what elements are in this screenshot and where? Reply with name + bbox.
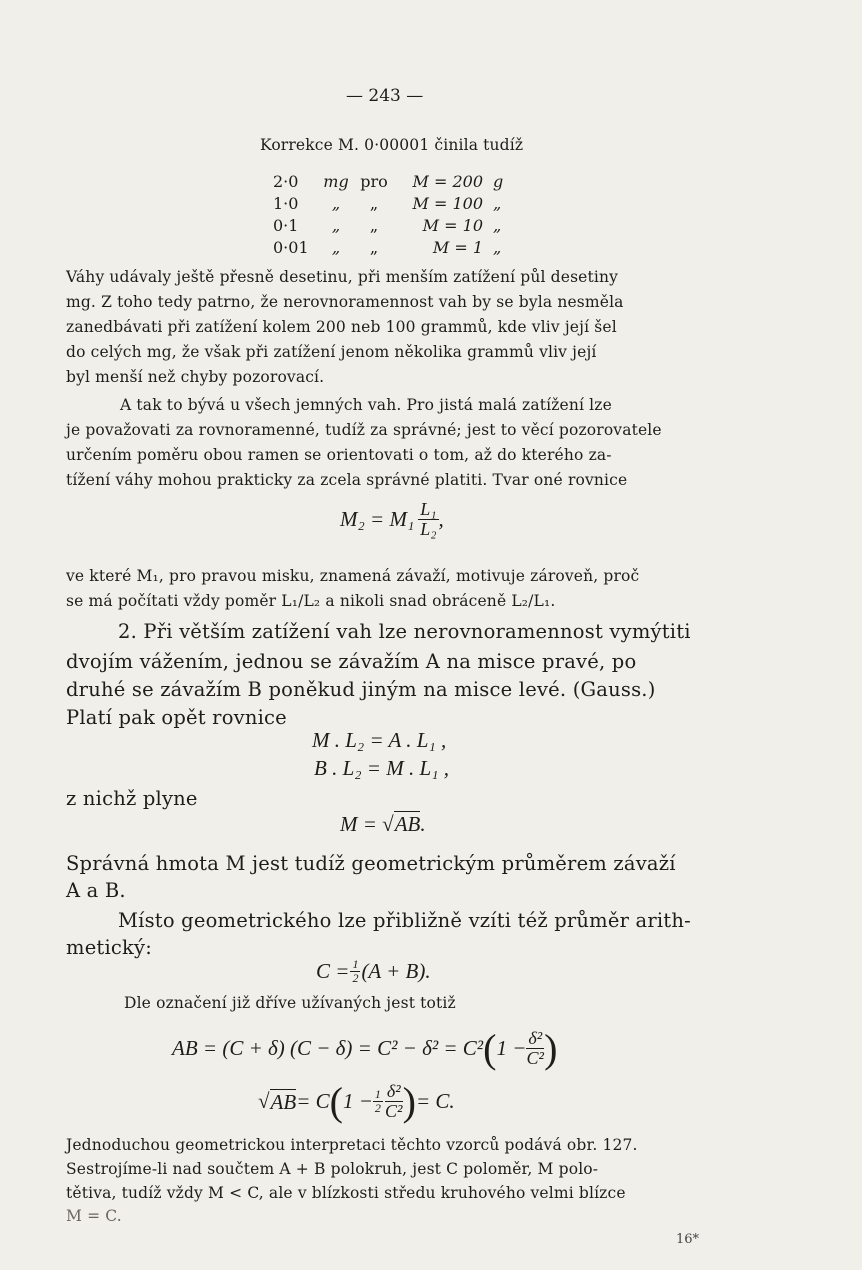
text-line: z nichž plyne [66,787,198,810]
mass-table-row [268,236,518,258]
mass-table-cell: „ [331,193,341,213]
text-line: A a B. [66,879,126,902]
text-line: Korrekce M. 0·00001 činila tudíž [260,136,524,154]
mass-table-cell: M = 10 [422,215,483,235]
text-line: Sestrojíme-li nad součtem A + B polokruh, jest C poloměr, M polo- [66,1160,599,1178]
text-line: Platí pak opět rovnice [66,706,287,729]
text-line: Správná hmota M jest tudíž geometrickým průměrem závaží [66,852,676,875]
mass-table-cell: 0·01 [273,237,309,257]
mass-table-cell: „ [369,215,379,235]
text-line: byl menší než chyby pozorovací. [66,368,325,386]
equation-arithmetic-mean: C = $\frac{1}{2}$ (A + B). [316,957,431,985]
text-line: druhé se závažím B poněkud jiným na misce levé. (Gauss.) [66,678,656,701]
text-line: dvojím vážením, jednou se závažím A na misce pravé, po [66,650,637,673]
mass-table-row [268,192,518,214]
equation-gauss-2: B . L₂ = M . L₁ , [314,756,449,780]
mass-table-cell: g [493,171,504,191]
text-line: A tak to bývá u všech jemných vah. Pro jistá malá zatížení lze [120,396,612,414]
mass-table-cell: „ [493,237,502,257]
text-line: je považovati za rovnoramenné, tudíž za správné; jest to věcí pozorovatele [66,421,662,439]
mass-table-cell: 2·0 [273,171,299,191]
text-line: tížení váhy mohou prakticky za zcela správné platiti. Tvar oné rovnice [66,471,628,489]
text-line: Dle označení již dříve užívaných jest totiž [124,994,456,1012]
page-number: — 243 — [346,86,424,106]
equation-sqrt-approx: √ AB = C ( 1 − $\frac{1}{2}$ $\frac{\text{δ²}}{\text{C²}}$ ) = C. [258,1079,455,1124]
text-line: Váhy udávaly ještě přesně desetinu, při menším zatížení půl desetiny [66,268,619,286]
text-line: tětiva, tudíž vždy M < C, ale v blízkosti středu kruhového velmi blízce [66,1184,626,1202]
mass-table-cell: „ [369,237,379,257]
mass-table-cell: pro [360,171,388,191]
equation-gauss-1: M . L₂ = A . L₁ , [312,728,447,752]
text-line: metický: [66,936,153,959]
equation-ratio: M₂ = M₁ $\frac{\text{L₁}}{\text{L₂}}$ , [340,499,444,539]
mass-table-cell: M = 1 [432,237,483,257]
text-line: 2. Při větším zatížení vah lze nerovnoramennost vymýtiti [118,620,691,643]
mass-table-cell: „ [331,215,341,235]
text-line: do celých mg, že však při zatížení jenom několika grammů vliv její [66,343,597,361]
mass-table-cell: mg [323,171,349,191]
mass-table-cell: M = 200 [412,171,483,191]
mass-table-row [268,170,518,192]
mass-table-cell: 0·1 [273,215,299,235]
mass-table [268,170,518,258]
text-line: ve které M₁, pro pravou misku, znamená závaží, motivuje zároveň, proč [66,567,640,585]
mass-table-cell: „ [493,215,502,235]
equation-geometric-mean: M = √AB. [340,812,426,836]
mass-table-cell: 1·0 [273,193,299,213]
text-line: určením poměru obou ramen se orientovati o tom, až do kterého za- [66,446,612,464]
text-line: M = C. [66,1207,122,1225]
mass-table-row [268,214,518,236]
text-line: Jednoduchou geometrickou interpretaci těchto vzorců podává obr. 127. [66,1136,638,1154]
mass-table-cell: „ [493,193,502,213]
mass-table-cell: „ [369,193,379,213]
signature-mark: 16* [676,1232,700,1247]
text-line: mg. Z toho tedy patrno, že nerovnoramennost vah by se byla nesměla [66,293,624,311]
text-line: se má počítati vždy poměr L₁/L₂ a nikoli snad obráceně L₂/L₁. [66,592,556,610]
mass-table-cell: „ [331,237,341,257]
equation-product: AB = (C + δ) (C − δ) = C² − δ² = C² ( 1 − $\frac{\text{δ²}}{\text{C²}}$ ) [172,1026,558,1071]
mass-table-cell: M = 100 [412,193,483,213]
text-line: Místo geometrického lze přibližně vzíti též průměr arith- [118,909,691,932]
text-line: zanedbávati při zatížení kolem 200 neb 100 grammů, kde vliv její šel [66,318,617,336]
